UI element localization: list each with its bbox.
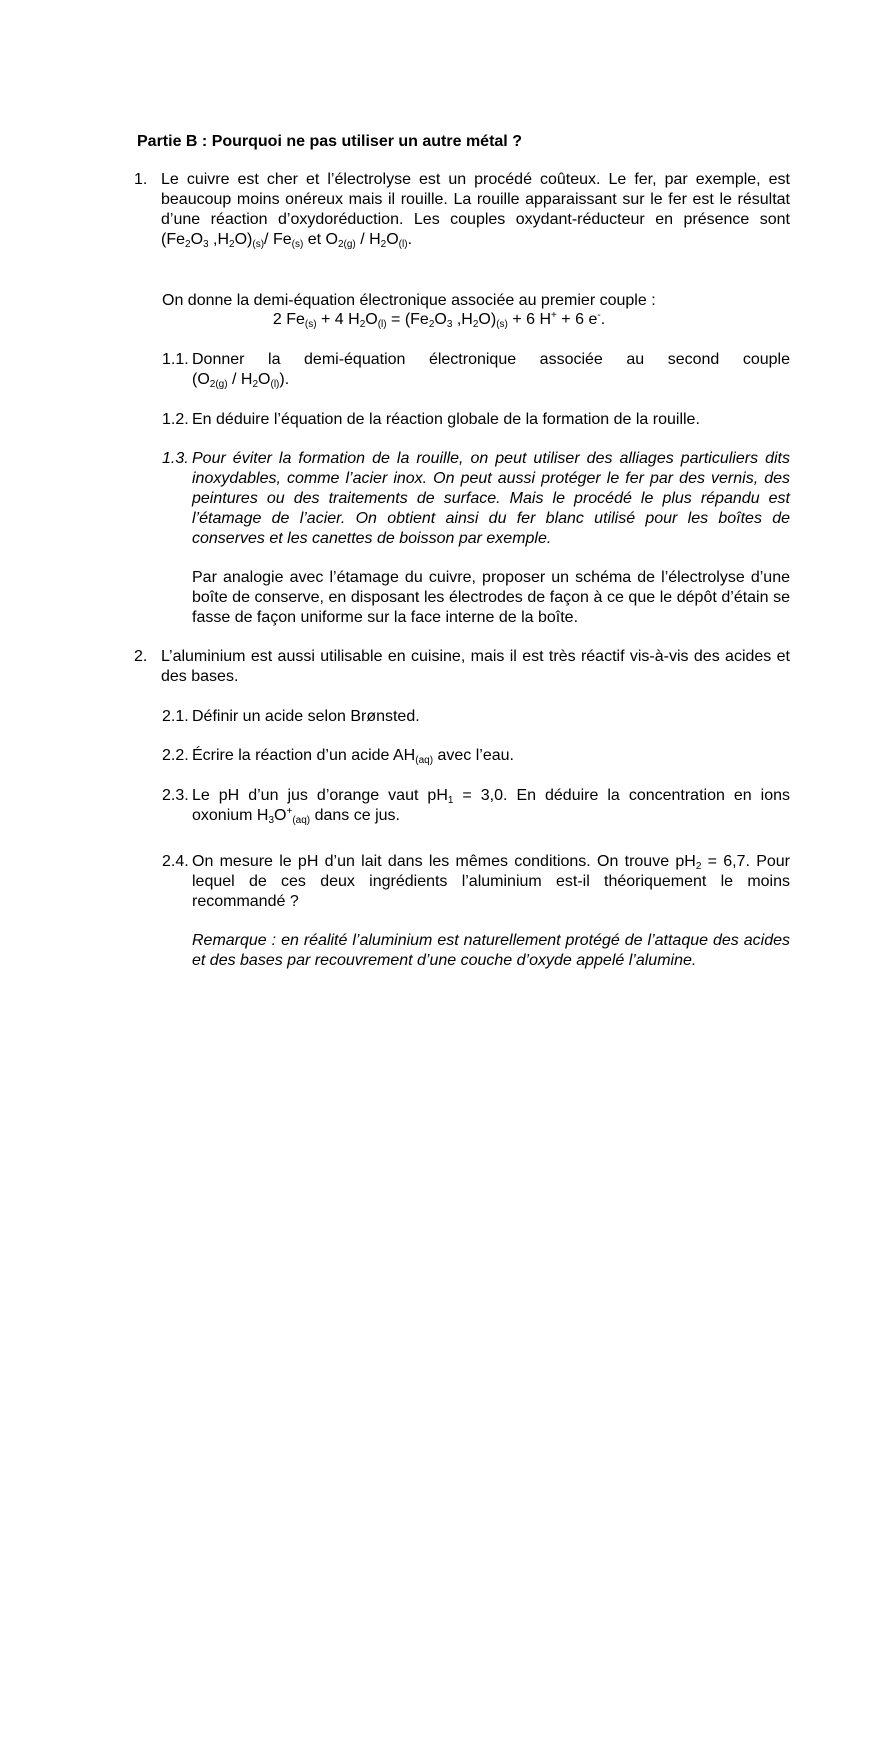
question-text: L’aluminium est aussi utilisable en cuisine, mais il est très réactif vis-à-vis des acides et des bases. (161, 648, 790, 685)
question-2 (134, 647, 790, 687)
question-1 (134, 170, 790, 250)
question-1-1 (162, 350, 790, 390)
question-text: Écrire la réaction d’un acide $AH_{(aq)}$ avec l’eau. (192, 747, 514, 766)
question-2-1 (162, 707, 790, 727)
question-number: 2.3. (162, 787, 189, 804)
question-number: 2.4. (162, 853, 189, 870)
question-1-3 (162, 449, 790, 549)
question-number: 1.3. (162, 450, 189, 467)
section-title: Partie B : Pourquoi ne pas utiliser un autre métal ? (137, 133, 522, 150)
question-2-3 (162, 786, 790, 826)
half-equation: 2 $Fe_{(s)} + 4$ $H_2O_{(l)} = (Fe_2O_3$ $,H_2O)_{(s)} + 6$ H+ + 6 e-. (272, 310, 606, 330)
question-context: Pour éviter la formation de la rouille, on peut utiliser des alliages particuliers dits inoxydables, comme l’acier inox. On peut aussi protéger le fer par des vernis, des peintures ou des traitements de surface. Mais le procédé le plus répandu est l’étamage de l’acier. On obtient ainsi du fer blanc utilisé pour les boîtes de conserves et les canettes de boisson par exemple. (192, 450, 790, 547)
question-number: 2.2. (162, 747, 189, 764)
question-number: 1.2. (162, 411, 189, 428)
question-text: En déduire l’équation de la réaction globale de la formation de la rouille. (192, 411, 700, 428)
question-1-3-task: Par analogie avec l’étamage du cuivre, proposer un schéma de l’électrolyse d’une boîte de conserve, en disposant les électrodes de façon à ce que le dépôt d’étain se fasse de façon uniforme sur la face interne de la boîte. (192, 569, 790, 626)
question-number: 1. (134, 171, 148, 188)
question-number: 2. (134, 648, 148, 665)
question-text: On mesure le pH d’un lait dans les mêmes conditions. On trouve $pH_2 = 6,7$. Pour lequel de ces deux ingrédients l’aluminium est-il théoriquement le moins recommandé ? (192, 853, 790, 910)
question-text: Le pH d’un jus d’orange vaut $pH_1 = 3,0$. En déduire la concentration en ions oxonium $H_3O^+_{(aq)}$ dans ce jus. (192, 787, 791, 826)
equation-intro: On donne la demi-équation électronique associée au premier couple : (162, 292, 656, 309)
question-1-2 (162, 410, 790, 430)
question-2-2 (162, 746, 790, 766)
question-text: Définir un acide selon Brønsted. (192, 708, 420, 725)
question-2-4 (162, 852, 790, 912)
remark: Remarque : en réalité l’aluminium est naturellement protégé de l’attaque des acides et des bases par recouvrement d’une couche d’oxyde appelé l’alumine. (192, 932, 790, 969)
question-text: Le cuivre est cher et l’électrolyse est un procédé coûteux. Le fer, par exemple, est beaucoup moins onéreux mais il rouille. La rouille apparaissant sur le fer est le résultat d’une réaction d’oxydoréduction. Les couples oxydant-réducteur en présence sont ($Fe_2O_3$ $,H_2O)_{(s)}/$ $Fe_{(s)}$ et $O_{2(g)} / H_2O_{(l)}$. (161, 171, 790, 250)
question-text: Donner la demi-équation électronique associée au second couple $(O_{2(g)} / H_2O_{(l)})$. (192, 351, 790, 390)
question-number: 2.1. (162, 708, 189, 725)
question-number: 1.1. (162, 351, 189, 368)
